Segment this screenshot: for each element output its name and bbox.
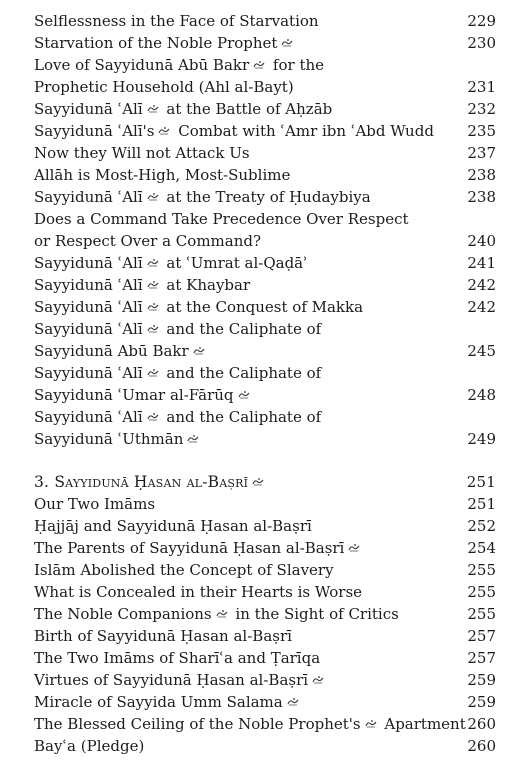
toc-entry-text: at the Conquest of Makka <box>161 298 364 316</box>
toc-page-number: 255 <box>467 583 496 601</box>
toc-entry-title <box>34 10 319 32</box>
toc-page-number: 260 <box>467 715 496 733</box>
toc-page-number: 260 <box>467 737 496 755</box>
toc-entry-text: Sayyidunā ʿAlī <box>34 254 143 272</box>
toc-entry-text: Birth of Sayyidunā Ḥasan al-Baṣrī <box>34 627 292 645</box>
honorific-calligraphy-icon <box>147 302 159 311</box>
toc-entry <box>34 559 496 581</box>
toc-entry-text: Does a Command Take Precedence Over Respect <box>34 210 409 228</box>
toc-entry-text: and the Caliphate of <box>161 408 322 426</box>
toc-entry-title <box>34 384 253 406</box>
toc-page-number: 255 <box>467 605 496 623</box>
toc-entry-title <box>34 252 308 274</box>
toc-entry-title <box>34 76 294 98</box>
table-of-contents <box>34 10 496 757</box>
toc-entry <box>34 230 496 252</box>
toc-entry-text: Selflessness in the Face of Starvation <box>34 12 319 30</box>
toc-entry-title <box>34 406 321 428</box>
toc-entry-text: Sayyidunā ʿUthmān <box>34 430 184 448</box>
toc-page-number: 249 <box>467 430 496 448</box>
toc-entry-title <box>34 493 155 515</box>
toc-entry-text: What is Concealed in their Hearts is Worse <box>34 583 363 601</box>
section-spacer <box>34 450 496 471</box>
toc-entry-title <box>34 98 332 120</box>
toc-entry-text: The Parents of Sayyidunā Ḥasan al-Baṣrī <box>34 539 345 557</box>
toc-entry-text: Sayyidunā ʿAlī <box>34 276 143 294</box>
toc-page-number: 238 <box>467 166 496 184</box>
toc-entry-title <box>34 120 434 142</box>
toc-entry-text: and the Caliphate of <box>161 364 322 382</box>
honorific-calligraphy-icon <box>365 719 377 728</box>
toc-entry-title <box>34 735 144 757</box>
toc-entry <box>34 713 496 735</box>
honorific-calligraphy-icon <box>158 126 170 135</box>
toc-entry-text: Sayyidunā ʿAlī <box>34 100 143 118</box>
honorific-calligraphy-icon <box>147 104 159 113</box>
toc-entry-text: Sayyidunā ʿAlī <box>34 298 143 316</box>
toc-entry-title <box>34 274 250 296</box>
toc-page-number: 241 <box>467 254 496 272</box>
honorific-calligraphy-icon <box>348 543 360 552</box>
toc-entry-title <box>34 296 363 318</box>
toc-entry <box>34 296 496 318</box>
toc-page-number: 237 <box>467 144 496 162</box>
toc-page-number: 254 <box>467 539 496 557</box>
toc-entry <box>34 735 496 757</box>
toc-entry-text: Allāh is Most-High, Most-Sublime <box>34 166 291 184</box>
toc-entry-text: Sayyidunā ʿUmar al-Fārūq <box>34 386 234 404</box>
honorific-calligraphy-icon <box>252 477 264 486</box>
toc-entry-text: Love of Sayyidunā Abū Bakr <box>34 56 250 74</box>
toc-entry-text: The Noble Companions <box>34 605 212 623</box>
toc-entry <box>34 252 496 274</box>
toc-entry-text: Ḥajjāj and Sayyidunā Ḥasan al-Baṣrī <box>34 517 312 535</box>
toc-entry-title <box>34 625 292 647</box>
honorific-calligraphy-icon <box>147 192 159 201</box>
toc-entry-text: Sayyidunā ʿAlī <box>34 188 143 206</box>
toc-page-number: 231 <box>467 78 496 96</box>
toc-entry <box>34 625 496 647</box>
toc-entry <box>34 691 496 713</box>
toc-entry-text: Combat with ʿAmr ibn ʿAbd Wudd <box>173 122 434 140</box>
toc-entry <box>34 515 496 537</box>
toc-page-number: 257 <box>467 649 496 667</box>
toc-page-number: 245 <box>467 342 496 360</box>
toc-entry-text: Islām Abolished the Concept of Slavery <box>34 561 334 579</box>
toc-entry-text: Now they Will not Attack Us <box>34 144 250 162</box>
honorific-calligraphy-icon <box>147 324 159 333</box>
toc-entry-text: Sayyidunā ʿAlī's <box>34 122 155 140</box>
toc-entry-text: 3. Sayyidunā Ḥasan al-Baṣrī <box>34 473 249 491</box>
toc-page-number: 257 <box>467 627 496 645</box>
toc-entry-text: Starvation of the Noble Prophet <box>34 34 278 52</box>
toc-entry-text: Sayyidunā ʿAlī <box>34 408 143 426</box>
toc-page-number: 248 <box>467 386 496 404</box>
toc-page-number: 251 <box>466 473 496 491</box>
toc-entry-title <box>34 471 267 493</box>
toc-entry-text: Sayyidunā Abū Bakr <box>34 342 189 360</box>
toc-entry-title <box>34 54 324 76</box>
toc-entry-title <box>34 428 202 450</box>
toc-entry-text: or Respect Over a Command? <box>34 232 262 250</box>
toc-entry-text: Prophetic Household (Ahl al-Bayt) <box>34 78 294 96</box>
toc-entry-text: Our Two Imāms <box>34 495 156 513</box>
toc-page-number: 232 <box>467 100 496 118</box>
toc-entry-text: for the <box>268 56 325 74</box>
toc-page-number: 255 <box>467 561 496 579</box>
toc-section-heading <box>34 471 496 493</box>
toc-entry-text: at Khaybar <box>161 276 251 294</box>
toc-entry-title <box>34 713 466 735</box>
honorific-calligraphy-icon <box>312 675 324 684</box>
toc-entry-title <box>34 515 312 537</box>
toc-entry <box>34 406 496 428</box>
toc-page-number: 259 <box>467 693 496 711</box>
toc-entry-title <box>34 362 321 384</box>
toc-page-number: 252 <box>467 517 496 535</box>
toc-entry-text: Miracle of Sayyida Umm Salama <box>34 693 283 711</box>
honorific-calligraphy-icon <box>193 346 205 355</box>
toc-entry <box>34 10 496 32</box>
toc-entry-text: The Blessed Ceiling of the Noble Prophet's <box>34 715 361 733</box>
honorific-calligraphy-icon <box>147 368 159 377</box>
toc-entry-title <box>34 669 327 691</box>
toc-entry <box>34 186 496 208</box>
toc-entry-title <box>34 537 363 559</box>
toc-entry <box>34 54 496 76</box>
toc-entry-title <box>34 647 320 669</box>
toc-entry-title <box>34 142 250 164</box>
toc-page-number: 251 <box>467 495 496 513</box>
honorific-calligraphy-icon <box>216 609 228 618</box>
toc-entry-title <box>34 208 409 230</box>
toc-entry-title <box>34 230 261 252</box>
toc-entry-text: The Two Imāms of Sharīʿa and Ṭarīqa <box>34 649 321 667</box>
toc-entry <box>34 603 496 625</box>
toc-entry-text: at the Battle of Aḥzāb <box>161 100 333 118</box>
toc-entry-title <box>34 186 371 208</box>
toc-entry-title <box>34 318 321 340</box>
toc-entry <box>34 164 496 186</box>
toc-entry <box>34 120 496 142</box>
honorific-calligraphy-icon <box>253 60 265 69</box>
honorific-calligraphy-icon <box>281 38 293 47</box>
toc-entry-text: and the Caliphate of <box>161 320 322 338</box>
honorific-calligraphy-icon <box>187 434 199 443</box>
toc-entry-title <box>34 32 296 54</box>
toc-entry <box>34 647 496 669</box>
toc-entry-title <box>34 340 208 362</box>
toc-page-number: 235 <box>467 122 496 140</box>
toc-page-number: 242 <box>467 276 496 294</box>
toc-page-number: 259 <box>467 671 496 689</box>
toc-entry <box>34 493 496 515</box>
toc-entry-text: in the Sight of Critics <box>230 605 399 623</box>
toc-entry <box>34 318 496 340</box>
toc-entry-text: Bayʿa (Pledge) <box>34 737 145 755</box>
toc-page-number: 242 <box>467 298 496 316</box>
toc-entry <box>34 537 496 559</box>
toc-entry-text: Apartment <box>379 715 466 733</box>
toc-page-number: 238 <box>467 188 496 206</box>
toc-entry-title <box>34 164 290 186</box>
toc-page-number: 230 <box>467 34 496 52</box>
honorific-calligraphy-icon <box>147 280 159 289</box>
honorific-calligraphy-icon <box>147 258 159 267</box>
toc-entry <box>34 669 496 691</box>
toc-entry <box>34 142 496 164</box>
toc-entry-text: at the Treaty of Ḥudaybiya <box>161 188 371 206</box>
toc-entry <box>34 384 496 406</box>
toc-entry-text: Sayyidunā ʿAlī <box>34 364 143 382</box>
honorific-calligraphy-icon <box>238 390 250 399</box>
toc-entry <box>34 428 496 450</box>
toc-entry <box>34 98 496 120</box>
toc-entry-title <box>34 603 399 625</box>
toc-entry <box>34 274 496 296</box>
toc-entry <box>34 362 496 384</box>
toc-entry-text: Virtues of Sayyidunā Ḥasan al-Baṣrī <box>34 671 309 689</box>
toc-entry-title <box>34 581 362 603</box>
toc-entry <box>34 581 496 603</box>
toc-entry <box>34 340 496 362</box>
honorific-calligraphy-icon <box>147 412 159 421</box>
toc-entry-text: at ʿUmrat al-Qaḍāʾ <box>161 254 308 272</box>
toc-entry-title <box>34 691 302 713</box>
toc-entry-text: Sayyidunā ʿAlī <box>34 320 143 338</box>
toc-page-number: 240 <box>467 232 496 250</box>
toc-page-number: 229 <box>467 12 496 30</box>
toc-entry <box>34 76 496 98</box>
toc-entry <box>34 208 496 230</box>
toc-entry-title <box>34 559 334 581</box>
honorific-calligraphy-icon <box>287 697 299 706</box>
toc-entry <box>34 32 496 54</box>
